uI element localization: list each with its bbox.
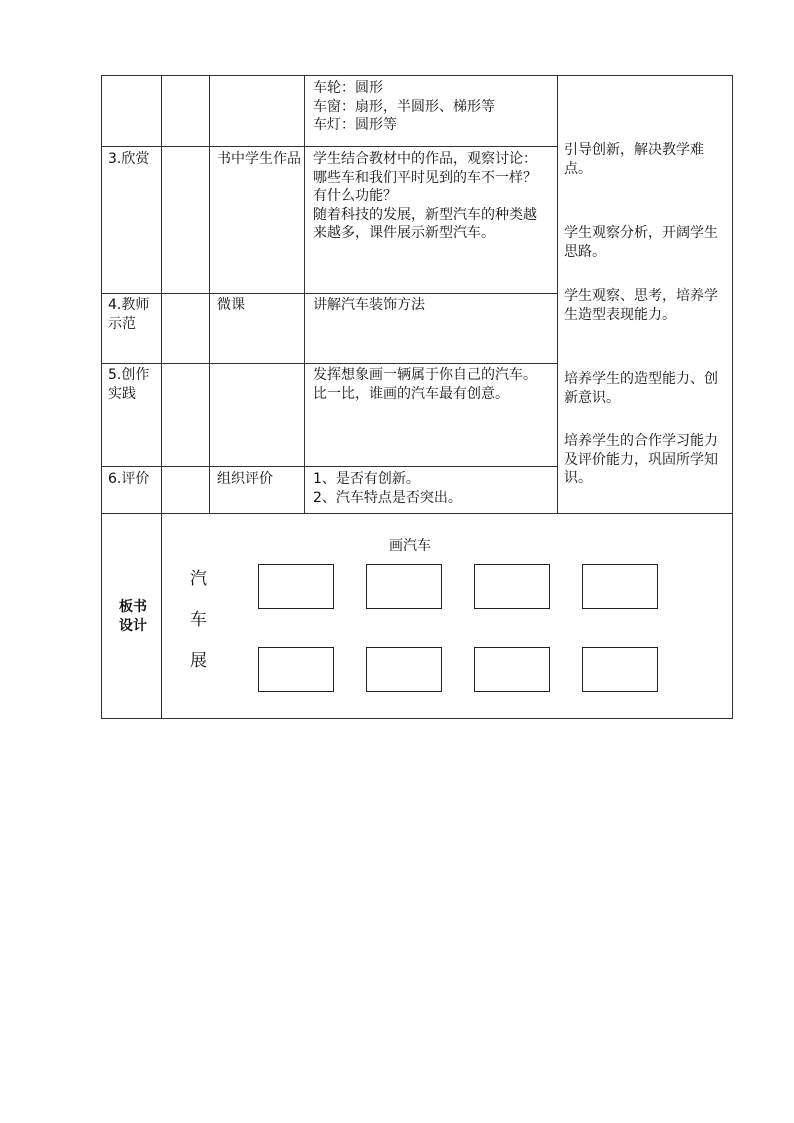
content-line: 哪些车和我们平时见到的车不一样？有什么功能？: [313, 169, 537, 204]
content-cell: [313, 470, 551, 507]
drawing-box: [258, 647, 334, 692]
row-divider: [101, 466, 557, 467]
material-cell: 组织评价: [217, 471, 273, 487]
drawing-box: [258, 564, 334, 609]
stage-cell: 6.评价: [108, 471, 150, 487]
column-divider: [209, 75, 210, 513]
board-vertical-char: 汽: [190, 569, 207, 589]
purpose-text: 引导创新，解决教学难点。: [564, 142, 704, 177]
content-cell: [313, 366, 543, 403]
board-vertical-char: 车: [190, 610, 207, 630]
stage-cell: 4.教师示范: [108, 297, 150, 332]
board-label-line: 板书: [119, 599, 147, 615]
row-divider: [101, 513, 733, 514]
drawing-box: [474, 647, 550, 692]
row-divider: [101, 146, 557, 147]
column-divider: [304, 75, 305, 513]
board-label-line: 设计: [119, 617, 147, 634]
content-line: 发挥想象画一辆属于你自己的汽车。: [313, 367, 537, 383]
table-border-bottom: [101, 718, 733, 719]
content-cell: [313, 296, 551, 315]
drawing-box: [366, 564, 442, 609]
stage-cell: 3.欣赏: [108, 151, 150, 167]
content-line: 车窗：扇形，半圆形、梯形等: [313, 98, 495, 115]
board-label: [108, 598, 158, 635]
drawing-box: [474, 564, 550, 609]
content-cell: [313, 79, 551, 135]
content-line: 车灯：圆形等: [313, 117, 397, 133]
content-line: 车轮：圆形: [313, 80, 383, 96]
table-border-right: [732, 75, 733, 719]
drawing-box: [366, 647, 442, 692]
purpose-text: 培养学生的合作学习能力及评价能力，巩固所学知识。: [564, 433, 718, 486]
content-line: 2、汽车特点是否突出。: [313, 489, 462, 506]
content-line: 1、是否有创新。: [313, 471, 420, 487]
purpose-text: 学生观察分析，开阔学生思路。: [564, 225, 718, 260]
stage-cell: 5.创作实践: [108, 367, 150, 402]
content-line: 学生结合教材中的作品，观察讨论：: [313, 151, 537, 167]
purpose-text: 学生观察、思考，培养学生造型表现能力。: [564, 288, 718, 323]
row-divider: [101, 363, 557, 364]
drawing-box: [582, 564, 658, 609]
column-divider: [557, 75, 558, 513]
material-cell: 微课: [217, 297, 245, 313]
table-border-left: [101, 75, 102, 719]
content-line: 随着科技的发展，新型汽车的种类越来越多，课件展示新型汽车。: [313, 206, 537, 241]
content-cell: [313, 150, 541, 243]
table-border-top: [101, 75, 733, 76]
material-cell: 书中学生作品: [217, 151, 301, 167]
purpose-text: 培养学生的造型能力、创新意识。: [564, 371, 718, 406]
board-vertical-char: 展: [190, 651, 207, 671]
content-line: 讲解汽车装饰方法: [313, 297, 425, 313]
column-divider: [161, 75, 162, 719]
drawing-box: [582, 647, 658, 692]
content-line: 比一比，谁画的汽车最有创意。: [313, 385, 509, 402]
row-divider: [101, 293, 557, 294]
board-title: 画汽车: [389, 538, 431, 554]
